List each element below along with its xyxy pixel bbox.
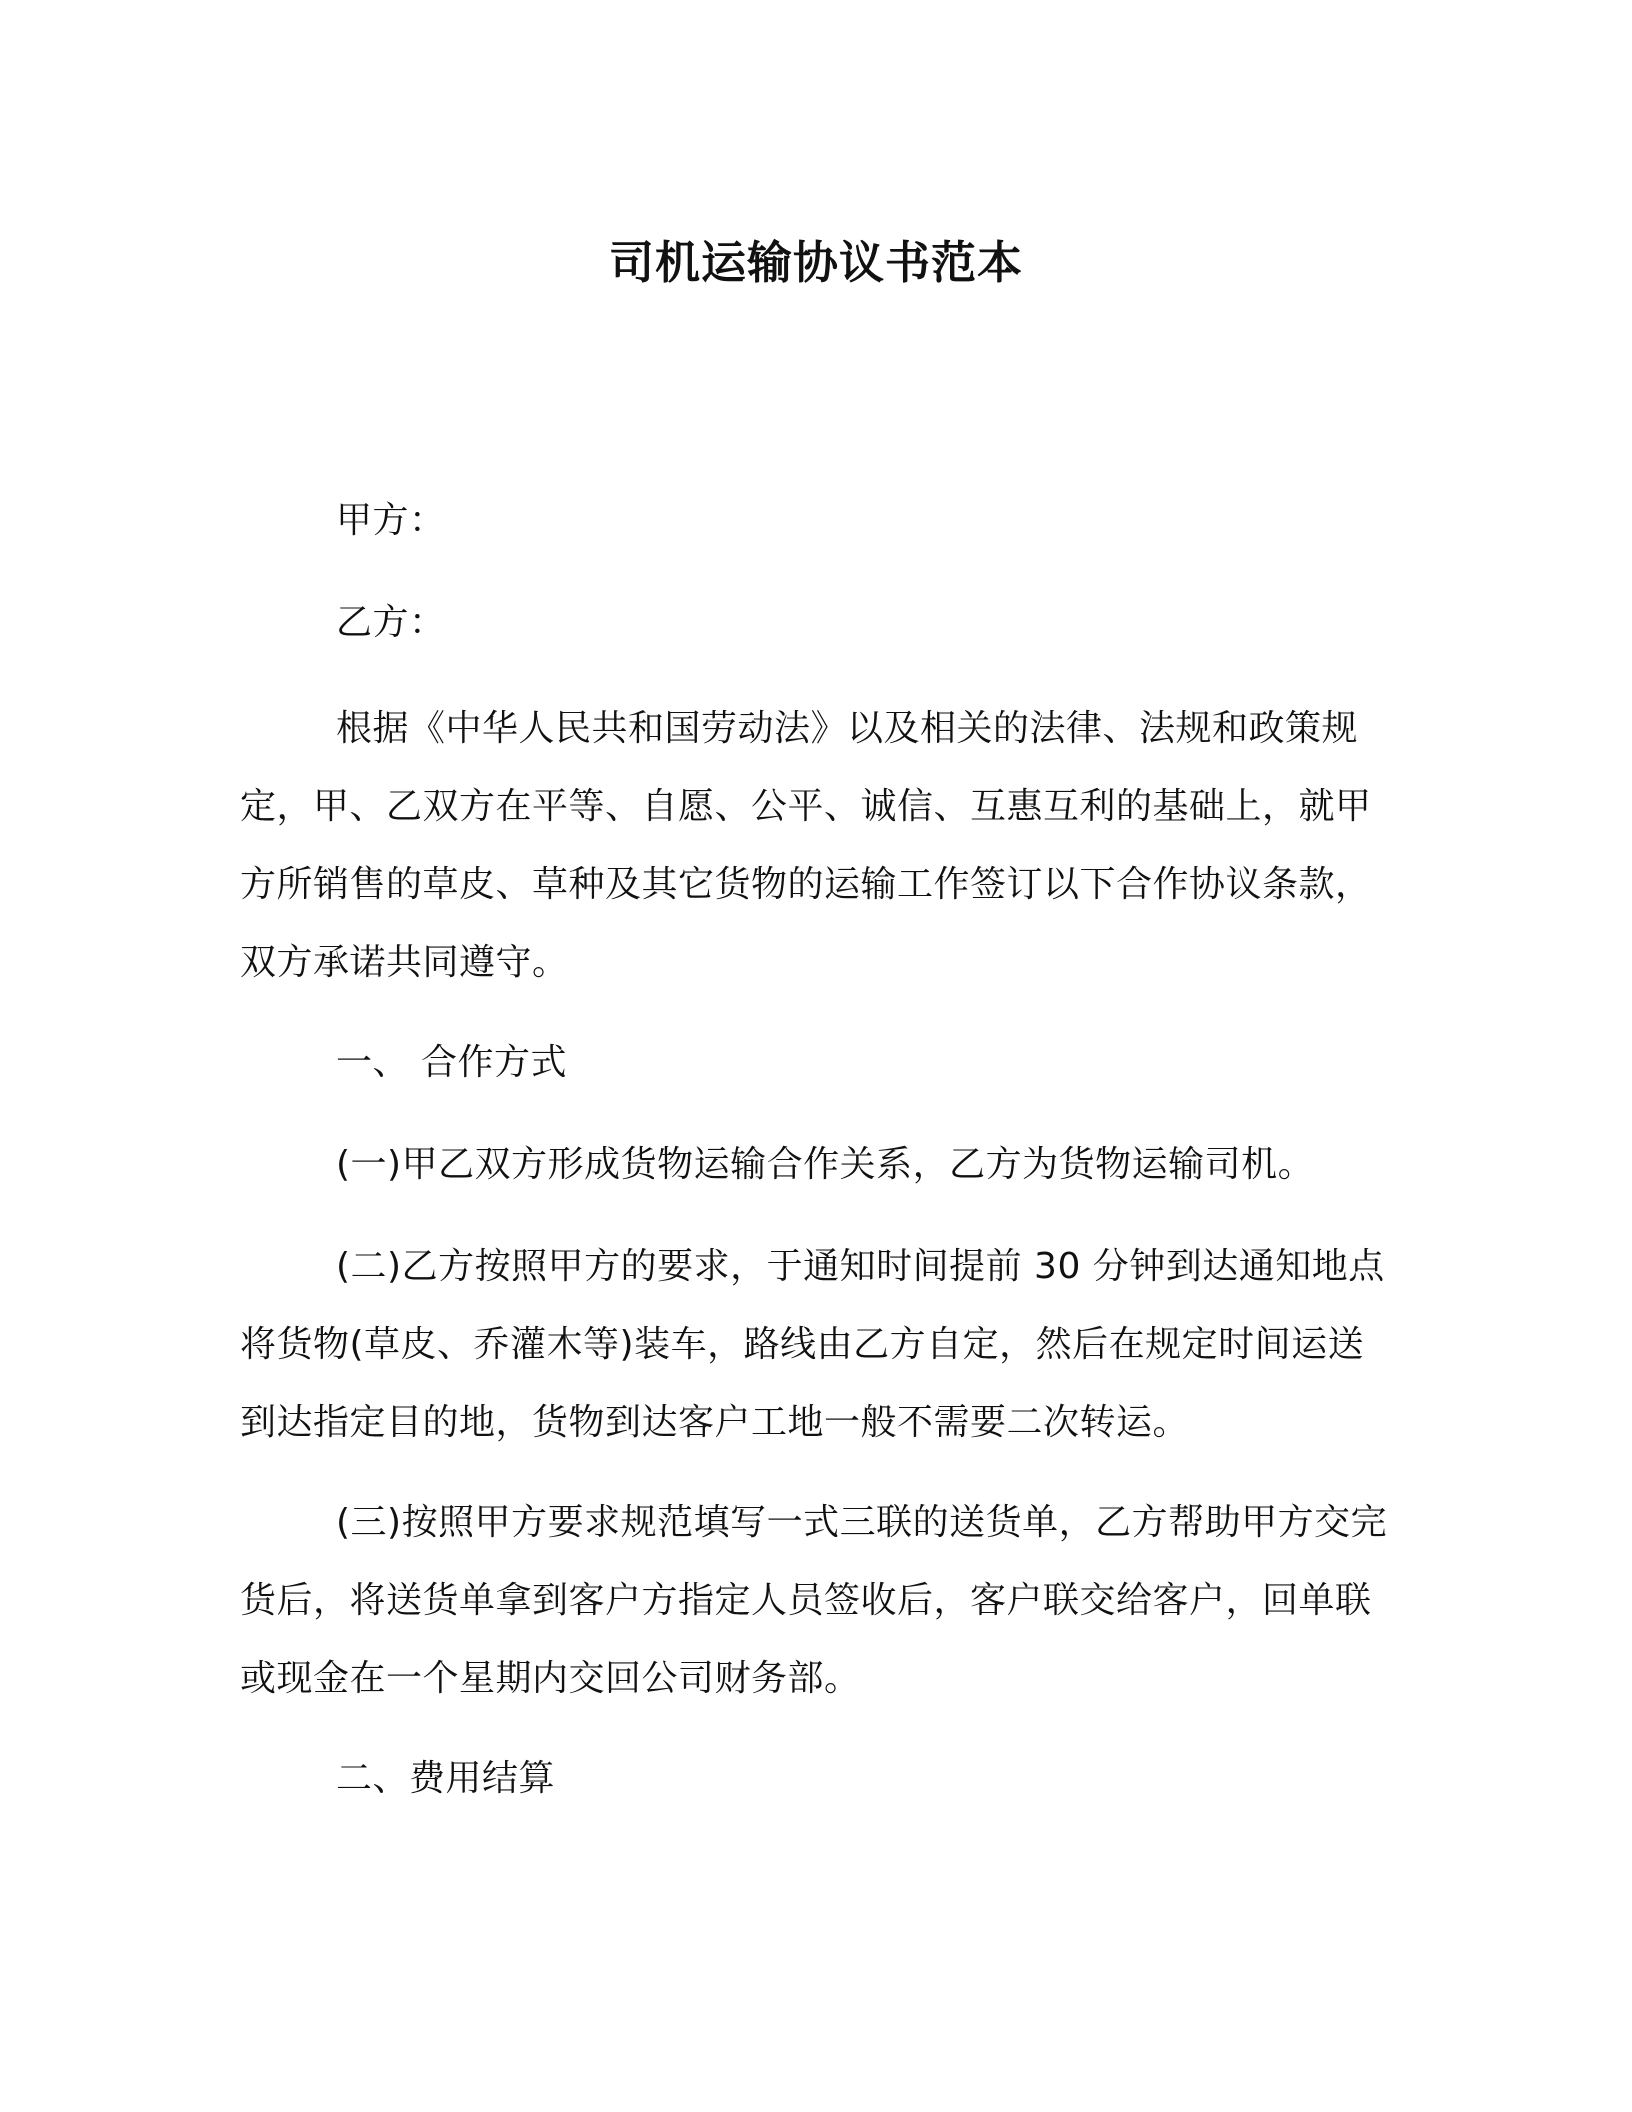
clause-3: (三)按照甲方要求规范填写一式三联的送货单，乙方帮助甲方交完货后，将送货单拿到客户方指定人员签收后，客户联交给客户，回单联或现金在一个星期内交回公司财务部。 xyxy=(240,1502,1388,1699)
intro-paragraph: 根据《中华人民共和国劳动法》以及相关的法律、法规和政策规定，甲、乙双方在平等、自愿、公平、诚信、互惠互利的基础上，就甲方所销售的草皮、草种及其它货物的运输工作签订以下合作协议条款，双方承诺共同遵守。 xyxy=(240,708,1372,983)
party-b-label: 乙方： xyxy=(336,602,446,643)
clause-2: (二)乙方按照甲方的要求，于通知时间提前 30 分钟到达通知地点将货物(草皮、乔灌木等)装车，路线由乙方自定，然后在规定时间运送到达指定目的地，货物到达客户工地一般不需要二次转运。 xyxy=(240,1246,1385,1443)
clause-1: (一)甲乙双方形成货物运输合作关系，乙方为货物运输司机。 xyxy=(336,1144,1315,1185)
party-a-label: 甲方： xyxy=(336,500,446,541)
document-title: 司机运输协议书范本 xyxy=(608,236,1023,289)
section2-heading: 二、费用结算 xyxy=(336,1758,556,1799)
section1-heading: 一、 合作方式 xyxy=(336,1042,567,1083)
